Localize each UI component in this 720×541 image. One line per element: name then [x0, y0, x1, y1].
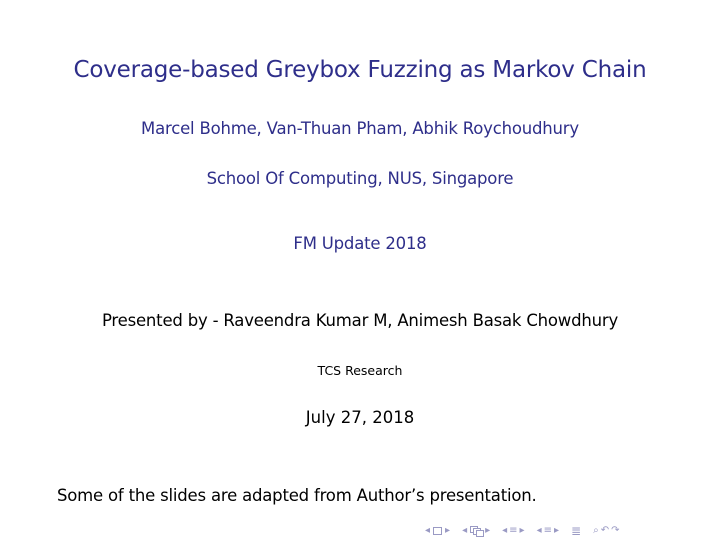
next-slide-icon[interactable]: ▸	[554, 525, 560, 536]
nav-frame-group	[424, 524, 451, 538]
next-section-icon[interactable]: ▸	[519, 525, 525, 536]
footnote: Some of the slides are adapted from Author’s presentation.	[57, 486, 537, 505]
prev-section-icon[interactable]: ◂	[502, 525, 508, 536]
nav-slide-group	[536, 524, 560, 538]
authors: Marcel Bohme, Van-Thuan Pham, Abhik Roychoudhury	[141, 119, 579, 138]
nav-section-group	[501, 524, 525, 538]
next-subsection-icon[interactable]: ▸	[485, 525, 491, 536]
event-name: FM Update 2018	[293, 234, 427, 253]
align-icon[interactable]: ≣	[571, 524, 582, 538]
beamer-navigation-bar	[424, 524, 630, 538]
nav-subsection-group	[461, 524, 491, 538]
institute: School Of Computing, NUS, Singapore	[206, 169, 514, 188]
subsection-icon[interactable]	[470, 526, 482, 536]
prev-subsection-icon[interactable]: ◂	[462, 525, 468, 536]
nav-align-group	[570, 524, 582, 538]
next-frame-icon[interactable]: ▸	[445, 525, 451, 536]
undo-icon[interactable]: ↶	[600, 525, 610, 536]
prev-slide-icon[interactable]: ◂	[536, 525, 542, 536]
frame-icon[interactable]	[433, 527, 442, 535]
nav-search-group	[592, 524, 620, 538]
section-icon[interactable]: ≡	[509, 525, 518, 536]
slide-title: Coverage-based Greybox Fuzzing as Markov Chain	[73, 57, 647, 83]
search-icon[interactable]: ⌕	[593, 525, 599, 536]
redo-icon[interactable]: ↷	[611, 525, 620, 536]
prev-frame-icon[interactable]: ◂	[425, 525, 431, 536]
presenter: Presented by - Raveendra Kumar M, Animesh Basak Chowdhury	[101, 311, 619, 330]
date: July 27, 2018	[305, 408, 415, 427]
organization: TCS Research	[317, 363, 403, 378]
slide-icon[interactable]: ≡	[543, 525, 552, 536]
